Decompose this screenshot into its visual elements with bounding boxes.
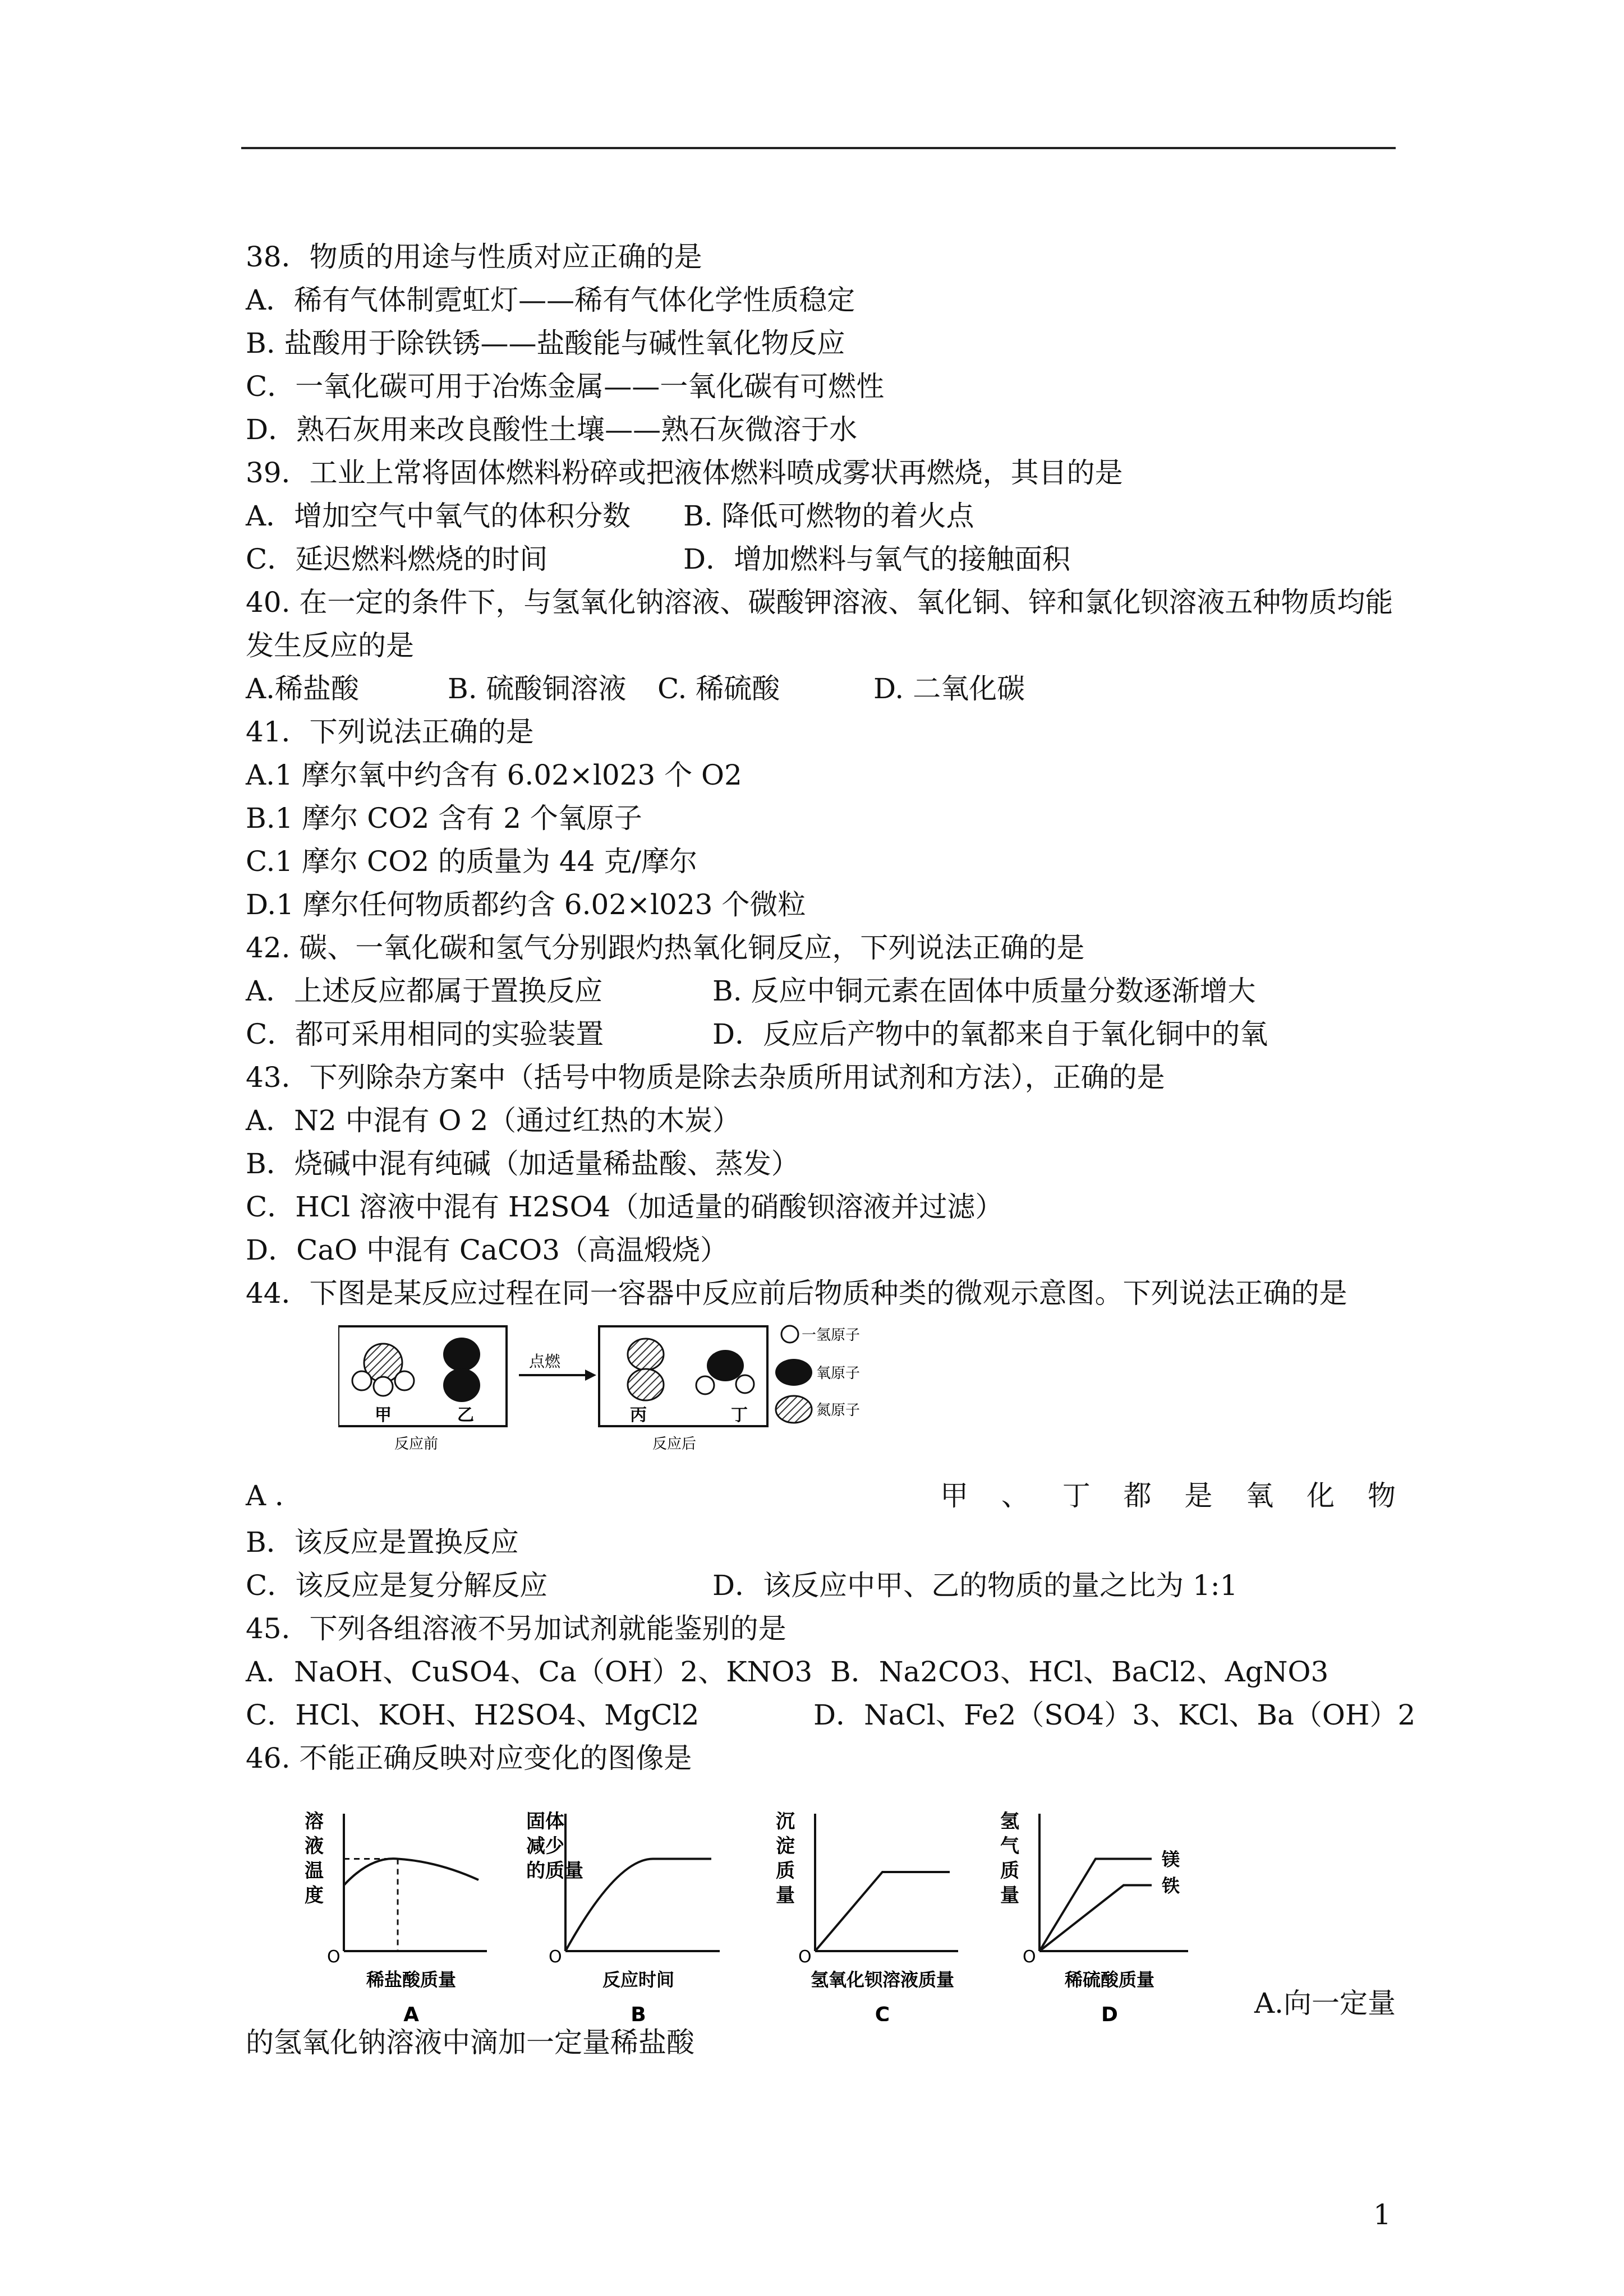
x-axis-label: 稀硫酸质量 [1064,1969,1155,1990]
y-axis-label: 沉 [776,1810,795,1833]
q44-option-a-text: 甲 、 丁 都 是 氧 化 物 [940,1479,1396,1512]
y-axis-label: 固体 [526,1810,564,1833]
y-axis-label: 淀 [776,1835,795,1857]
legend-oxygen-icon [775,1359,812,1386]
q44-option-a-prefix: A ． [246,1479,303,1512]
origin-label: O [798,1947,812,1967]
q39-options-row1 [246,495,1396,538]
q44-option-d: D．该反应中甲、乙的物质的量之比为 1:1 [712,1569,1238,1602]
page-number: 1 [1373,2198,1391,2231]
arrow-label: 点燃 [529,1352,561,1371]
q41-stem: 41．下列说法正确的是 [246,716,534,748]
q45-options-row2 [246,1694,1416,1737]
label-yi: 乙 [457,1405,474,1425]
q45-option-a: A．NaOH、CuSO4、Ca（OH）2、KNO3 [246,1656,813,1688]
q41-option-b: B.1 摩尔 CO2 含有 2 个氧原子 [246,802,642,835]
q41-option-c: C.1 摩尔 CO2 的质量为 44 克/摩尔 [246,845,698,878]
q44-reaction-figure [246,1315,1396,1478]
y-axis-label: 的质量 [526,1860,583,1882]
q46-option-a-line2: 的氢氧化钠溶液中滴加一定量稀盐酸 [246,2026,694,2059]
q46-chart-panels [246,1780,1396,2021]
q46-option-a-line1: A.向一定量 [1254,1987,1396,2020]
q40-option-d: D. 二氧化碳 [873,672,1025,705]
q43-option-b: B．烧碱中混有纯碱（加适量稀盐酸、蒸发） [246,1147,799,1180]
hydrogen-atom [736,1375,754,1393]
series-line [565,1859,711,1952]
series-line [815,1872,950,1951]
oxygen-atom [707,1350,744,1381]
q44-option-b: B．该反应是置换反应 [246,1526,519,1559]
label-jia: 甲 [375,1405,392,1425]
q39-stem: 39．工业上常将固体燃料粉碎或把液体燃料喷成雾状再燃烧，其目的是 [246,457,1123,489]
y-axis-label: 减少 [526,1835,564,1857]
y-axis-label: 度 [305,1884,324,1907]
y-axis-label: 质 [1000,1860,1019,1882]
q46-charts [246,1780,1396,2021]
q38-stem: 38．物质的用途与性质对应正确的是 [246,241,702,273]
q43-option-c: C．HCl 溶液中混有 H2SO4（加适量的硝酸钡溶液并过滤） [246,1191,1004,1223]
question-sheet [246,236,1416,2064]
q38-option-a: A．稀有气体制霓虹灯——稀有气体化学性质稳定 [246,284,855,316]
panel-label: D [1101,2003,1118,2021]
q42-option-b: B. 反应中铜元素在固体中质量分数逐渐增大 [712,975,1256,1007]
y-axis-label: 质 [776,1860,795,1882]
q42-options-row2 [246,1013,1396,1056]
q43-stem: 43．下列除杂方案中（括号中物质是除去杂质所用试剂和方法），正确的是 [246,1061,1165,1094]
label-ding: 丁 [731,1405,748,1425]
q42-option-d: D．反应后产物中的氧都来自于氧化铜中的氧 [712,1018,1268,1050]
y-axis-label: 温 [305,1860,324,1882]
oxygen-atom [443,1338,480,1371]
q45-stem: 45．下列各组溶液不另加试剂就能鉴别的是 [246,1612,786,1645]
q45-option-d: D．NaCl、Fe2（SO4）3、KCl、Ba（OH）2 [813,1699,1416,1731]
reaction-diagram [338,1315,1068,1478]
panel-label: B [631,2003,646,2021]
q44-stem: 44．下图是某反应过程在同一容器中反应前后物质种类的微观示意图。下列说法正确的是 [246,1277,1347,1310]
q44-options-row [246,1564,1396,1607]
q39-option-a: A．增加空气中氧气的体积分数 [246,500,631,532]
legend-oxygen: 氧原子 [816,1365,861,1382]
origin-label: O [327,1947,341,1967]
y-axis-label: 氢 [1000,1810,1019,1833]
y-axis-label: 溶 [305,1810,324,1833]
q45-option-c: C．HCl、KOH、H2SO4、MgCl2 [246,1699,700,1731]
q40-option-b: B. 硫酸铜溶液 [448,672,627,705]
q44-option-a [246,1478,1396,1521]
legend-hydrogen-icon [781,1326,798,1343]
q43-option-a: A．N2 中混有 O 2（通过红热的木炭） [246,1104,741,1137]
q45-option-b: B．Na2CO3、HCl、BaCl2、AgNO3 [830,1656,1329,1688]
oxygen-atom [443,1368,480,1402]
q43-option-d: D．CaO 中混有 CaCO3（高温煅烧） [246,1234,729,1266]
q38-option-c: C．一氧化碳可用于冶炼金属——一氧化碳有可燃性 [246,370,885,403]
q42-option-c: C．都可采用相同的实验装置 [246,1018,604,1050]
series-line [1039,1885,1152,1952]
x-axis-label: 稀盐酸质量 [366,1969,457,1990]
x-axis-label: 氢氧化钡溶液质量 [810,1969,955,1990]
after-caption: 反应后 [652,1436,697,1453]
origin-label: O [549,1947,562,1967]
q42-option-a: A．上述反应都属于置换反应 [246,975,603,1007]
arrow-head-icon [585,1370,596,1381]
series-line [344,1859,479,1885]
hydrogen-atom [352,1371,371,1390]
hydrogen-atom [696,1376,714,1394]
q42-options-row1 [246,970,1396,1013]
series-label: 镁 [1162,1848,1180,1870]
q39-option-b: B. 降低可燃物的着火点 [683,500,974,532]
label-bing: 丙 [630,1405,647,1425]
legend-nitrogen-icon [776,1396,812,1423]
q39-options-row2 [246,538,1396,581]
legend-hydrogen: 一氢原子 [802,1327,861,1344]
q42-stem: 42. 碳、一氧化碳和氢气分别跟灼热氧化铜反应，下列说法正确的是 [246,932,1085,964]
q44-option-c: C．该反应是复分解反应 [246,1569,548,1602]
x-axis-label: 反应时间 [602,1969,675,1990]
header-rule [241,147,1396,149]
q40-option-c: C. 稀硫酸 [657,672,780,705]
q40-options [246,667,1396,711]
series-label: 铁 [1162,1875,1180,1897]
before-caption: 反应前 [394,1436,439,1453]
panel-label: A [403,2003,419,2021]
q39-option-d: D．增加燃料与氧气的接触面积 [683,543,1071,575]
q41-option-d: D.1 摩尔任何物质都约含 6.02×l023 个微粒 [246,888,806,921]
hydrogen-atom [374,1377,393,1396]
y-axis-label: 气 [1000,1835,1019,1857]
y-axis-label: 量 [776,1884,795,1907]
y-axis-label: 量 [1000,1884,1019,1907]
q38-option-b: B. 盐酸用于除铁锈——盐酸能与碱性氧化物反应 [246,327,845,359]
nitrogen-atom [628,1369,664,1400]
hydrogen-atom [395,1371,414,1390]
q39-option-c: C．延迟燃料燃烧的时间 [246,543,548,575]
q45-options-row1 [246,1650,1396,1694]
q40-option-a: A.稀盐酸 [246,672,360,705]
q46-stem: 46. 不能正确反映对应变化的图像是 [246,1742,692,1774]
y-axis-label: 液 [305,1835,324,1857]
q41-option-a: A.1 摩尔氧中约含有 6.02×l023 个 O2 [246,759,742,791]
q38-option-d: D．熟石灰用来改良酸性土壤——熟石灰微溶于水 [246,413,858,446]
nitrogen-atom [628,1339,664,1370]
legend-nitrogen: 氮原子 [816,1402,861,1419]
q40-stem: 40. 在一定的条件下，与氢氧化钠溶液、碳酸钾溶液、氧化铜、锌和氯化钡溶液五种物质均能发生反应的是 [246,586,1393,662]
origin-label: O [1023,1947,1036,1967]
panel-label: C [875,2003,890,2021]
